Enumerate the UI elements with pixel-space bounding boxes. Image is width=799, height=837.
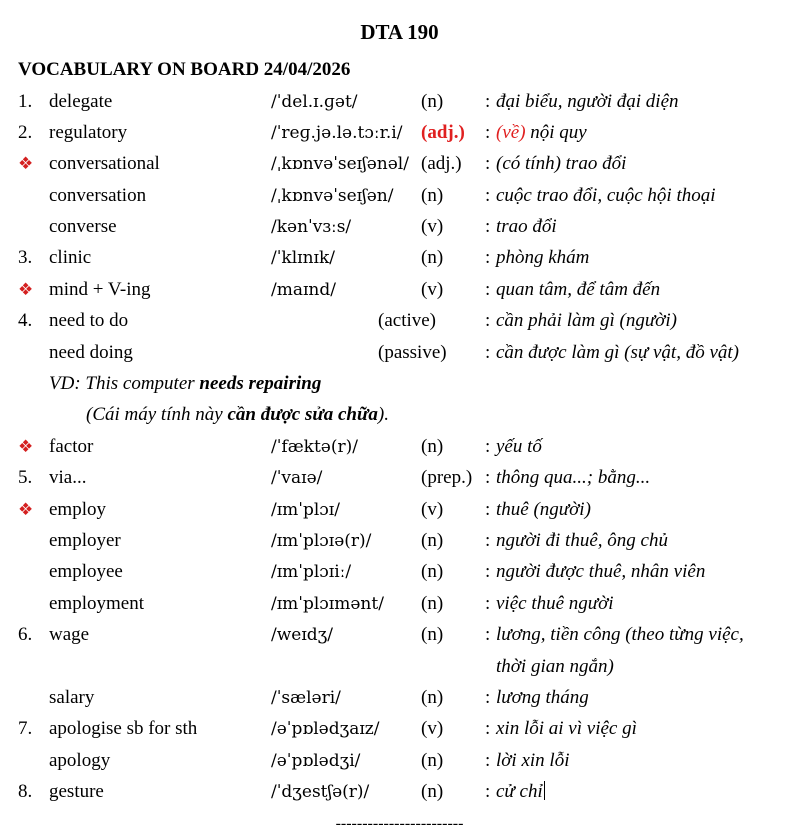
- entry-part-of-speech: (n): [421, 750, 444, 771]
- entry-part-of-speech: (n): [421, 247, 444, 268]
- entry-part-of-speech: (adj.): [421, 122, 465, 143]
- entry-separator: :: [485, 750, 491, 771]
- entry-meaning: thuê (người): [496, 499, 591, 520]
- entry-word: employ: [49, 499, 106, 520]
- entry-part-of-speech: (v): [421, 279, 444, 300]
- entry-separator: :: [485, 687, 491, 708]
- entry-part-of-speech: (n): [421, 624, 444, 645]
- entry-meaning[interactable]: [496, 778, 545, 806]
- entry-meaning-highlight: (về): [496, 122, 526, 143]
- entry-number: 5.: [18, 467, 33, 488]
- entry-separator: :: [485, 247, 491, 268]
- entry-number: 2.: [18, 122, 33, 143]
- vocab-entry-need-to-do: [0, 307, 799, 335]
- entry-word: via...: [49, 467, 87, 488]
- entry-part-of-speech: (n): [421, 185, 444, 206]
- vocab-entry-wage: [0, 621, 799, 649]
- example-emphasis: cần được sửa chữa: [227, 404, 378, 425]
- vocab-entry-employment: [0, 590, 799, 618]
- entry-word: need to do: [49, 310, 129, 331]
- example-translation: [86, 401, 389, 429]
- entry-separator: :: [485, 624, 491, 645]
- entry-separator: :: [485, 216, 491, 237]
- entry-part-of-speech: (n): [421, 530, 444, 551]
- entry-pronunciation: /ˈsæləri/: [271, 688, 341, 708]
- example-line-vietnamese: [0, 401, 799, 429]
- vocab-entry-apology: [0, 747, 799, 775]
- entry-word: gesture: [49, 781, 104, 802]
- entry-word: factor: [49, 436, 94, 457]
- entry-part-of-speech: (n): [421, 687, 444, 708]
- entry-word: wage: [49, 624, 90, 645]
- entry-meaning-text: nội quy: [525, 122, 587, 143]
- entry-number: 4.: [18, 310, 33, 331]
- vocab-entry-wage-continued: [0, 653, 799, 681]
- vocab-entry-salary: [0, 684, 799, 712]
- vocab-entry-mind: [0, 276, 799, 304]
- entry-meaning: lương, tiền công (theo từng việc,: [496, 624, 744, 645]
- entry-word: converse: [49, 216, 117, 237]
- entry-number: 3.: [18, 247, 33, 268]
- document-title: DTA 190: [360, 20, 439, 44]
- example-emphasis: needs repairing: [199, 373, 322, 394]
- vocab-entry-clinic: [0, 244, 799, 272]
- entry-pronunciation: /ˈklɪnɪk/: [271, 248, 335, 268]
- diamond-bullet-icon: ❖: [18, 280, 34, 299]
- entry-word: employer: [49, 530, 121, 551]
- entry-pronunciation: /ˌkɒnvəˈseɪʃən/: [271, 186, 394, 206]
- example-text: [49, 370, 321, 398]
- entry-pronunciation: /ɪmˈplɔɪ/: [271, 500, 340, 520]
- entry-separator: :: [485, 185, 491, 206]
- entry-part-of-speech: (n): [421, 91, 444, 112]
- vocab-entry-employee: [0, 558, 799, 586]
- vocab-entry-conversation: [0, 182, 799, 210]
- entry-number: 8.: [18, 781, 33, 802]
- entry-part-of-speech: (prep.): [421, 467, 473, 488]
- entry-meaning: thông qua...; bằng...: [496, 467, 651, 488]
- entry-number: 1.: [18, 91, 33, 112]
- entry-separator: :: [485, 593, 491, 614]
- entry-separator: :: [485, 310, 491, 331]
- vocab-entry-apologise: [0, 715, 799, 743]
- entry-pronunciation: /ˈreɡ.jə.lə.tɔːr.i/: [271, 123, 403, 143]
- entry-word: apologise sb for sth: [49, 718, 198, 739]
- entry-meaning: quan tâm, để tâm đến: [496, 279, 661, 300]
- vocab-entry-conversational: [0, 150, 799, 178]
- entry-meaning: cần được làm gì (sự vật, đồ vật): [496, 342, 739, 363]
- entry-part-of-speech: (n): [421, 561, 444, 582]
- entry-part-of-speech: (n): [421, 781, 444, 802]
- entry-word: conversation: [49, 185, 147, 206]
- example-line-english: [0, 370, 799, 398]
- entry-voice: (passive): [378, 342, 447, 363]
- entry-word: employee: [49, 561, 123, 582]
- entry-number: 6.: [18, 624, 33, 645]
- entry-word: need doing: [49, 342, 133, 363]
- entry-number: 7.: [18, 718, 33, 739]
- entry-pronunciation: /weɪdʒ/: [271, 625, 333, 645]
- example-prefix: VD: This computer: [49, 373, 200, 394]
- text-cursor: [544, 781, 545, 800]
- entry-pronunciation: /ɪmˈplɔɪmənt/: [271, 594, 384, 614]
- entry-separator: :: [485, 499, 491, 520]
- vocab-entry-employer: [0, 527, 799, 555]
- entry-pronunciation: /maɪnd/: [271, 280, 336, 300]
- example-suffix: ).: [377, 404, 389, 425]
- entry-separator: :: [485, 342, 491, 363]
- entry-word: clinic: [49, 247, 92, 268]
- entry-word: delegate: [49, 91, 113, 112]
- entry-meaning: xin lỗi ai vì việc gì: [496, 718, 637, 739]
- diamond-bullet-icon: ❖: [18, 437, 34, 456]
- entry-meaning: việc thuê người: [496, 593, 614, 614]
- entry-meaning: người đi thuê, ông chủ: [496, 530, 668, 551]
- vocabulary-heading: VOCABULARY ON BOARD 24/04/2026: [18, 59, 351, 80]
- entry-meaning: yếu tố: [496, 436, 542, 457]
- end-divider: ------------------------: [335, 815, 464, 832]
- entry-pronunciation: /ɪmˈplɔɪiː/: [271, 562, 352, 582]
- vocab-entry-via: [0, 464, 799, 492]
- entry-separator: :: [485, 122, 491, 143]
- entry-word: mind + V-ing: [49, 279, 151, 300]
- entry-pronunciation: /kənˈvɜːs/: [271, 217, 352, 237]
- entry-pronunciation: /ˈvaɪə/: [271, 468, 323, 488]
- entry-meaning: lương tháng: [496, 687, 589, 708]
- entry-pronunciation: /əˈpɒlədʒi/: [271, 751, 361, 771]
- entry-pronunciation: /ˈfæktə(r)/: [271, 437, 358, 457]
- example-prefix: (Cái máy tính này: [86, 404, 228, 425]
- vocab-entry-gesture: [0, 778, 799, 806]
- entry-meaning: trao đổi: [496, 216, 557, 237]
- entry-separator: :: [485, 279, 491, 300]
- vocab-entry-need-doing: [0, 339, 799, 367]
- entry-meaning: cuộc trao đổi, cuộc hội thoại: [496, 185, 716, 206]
- vocab-entry-employ: [0, 496, 799, 524]
- entry-word: employment: [49, 593, 144, 614]
- entry-meaning: [496, 119, 587, 147]
- entry-part-of-speech: (n): [421, 593, 444, 614]
- entry-separator: :: [485, 781, 491, 802]
- vocab-entry-converse: [0, 213, 799, 241]
- entry-word: regulatory: [49, 122, 128, 143]
- entry-word: apology: [49, 750, 111, 771]
- entry-part-of-speech: (v): [421, 718, 444, 739]
- entry-pronunciation: /ˌkɒnvəˈseɪʃənəl/: [271, 154, 409, 174]
- diamond-bullet-icon: ❖: [18, 500, 34, 519]
- vocab-entry-factor: [0, 433, 799, 461]
- entry-meaning: phòng khám: [496, 247, 590, 268]
- entry-separator: :: [485, 467, 491, 488]
- entry-part-of-speech: (v): [421, 216, 444, 237]
- entry-separator: :: [485, 153, 491, 174]
- entry-pronunciation: /əˈpɒlədʒaɪz/: [271, 719, 380, 739]
- entry-meaning-continued: thời gian ngắn): [496, 656, 614, 677]
- entry-meaning: (có tính) trao đổi: [496, 153, 627, 174]
- entry-pronunciation: /ˈdel.ɪ.ɡət/: [271, 92, 358, 112]
- entry-meaning: lời xin lỗi: [496, 750, 570, 771]
- entry-word: salary: [49, 687, 95, 708]
- entry-meaning: đại biểu, người đại diện: [496, 91, 679, 112]
- entry-separator: :: [485, 718, 491, 739]
- entry-part-of-speech: (adj.): [421, 153, 462, 174]
- entry-pronunciation: /ˈdʒestʃə(r)/: [271, 782, 370, 802]
- entry-separator: :: [485, 91, 491, 112]
- vocab-entry-regulatory: [0, 119, 799, 147]
- entry-voice: (active): [378, 310, 437, 331]
- entry-separator: :: [485, 436, 491, 457]
- vocab-entry-delegate: [0, 88, 799, 116]
- entry-part-of-speech: (n): [421, 436, 444, 457]
- entry-meaning: người được thuê, nhân viên: [496, 561, 706, 582]
- diamond-bullet-icon: ❖: [18, 154, 34, 173]
- entry-separator: :: [485, 561, 491, 582]
- entry-meaning: cần phải làm gì (người): [496, 310, 677, 331]
- entry-word: conversational: [49, 153, 160, 174]
- entry-pronunciation: /ɪmˈplɔɪə(r)/: [271, 531, 372, 551]
- entry-separator: :: [485, 530, 491, 551]
- entry-meaning-text: cử chỉ: [496, 781, 543, 802]
- entry-part-of-speech: (v): [421, 499, 444, 520]
